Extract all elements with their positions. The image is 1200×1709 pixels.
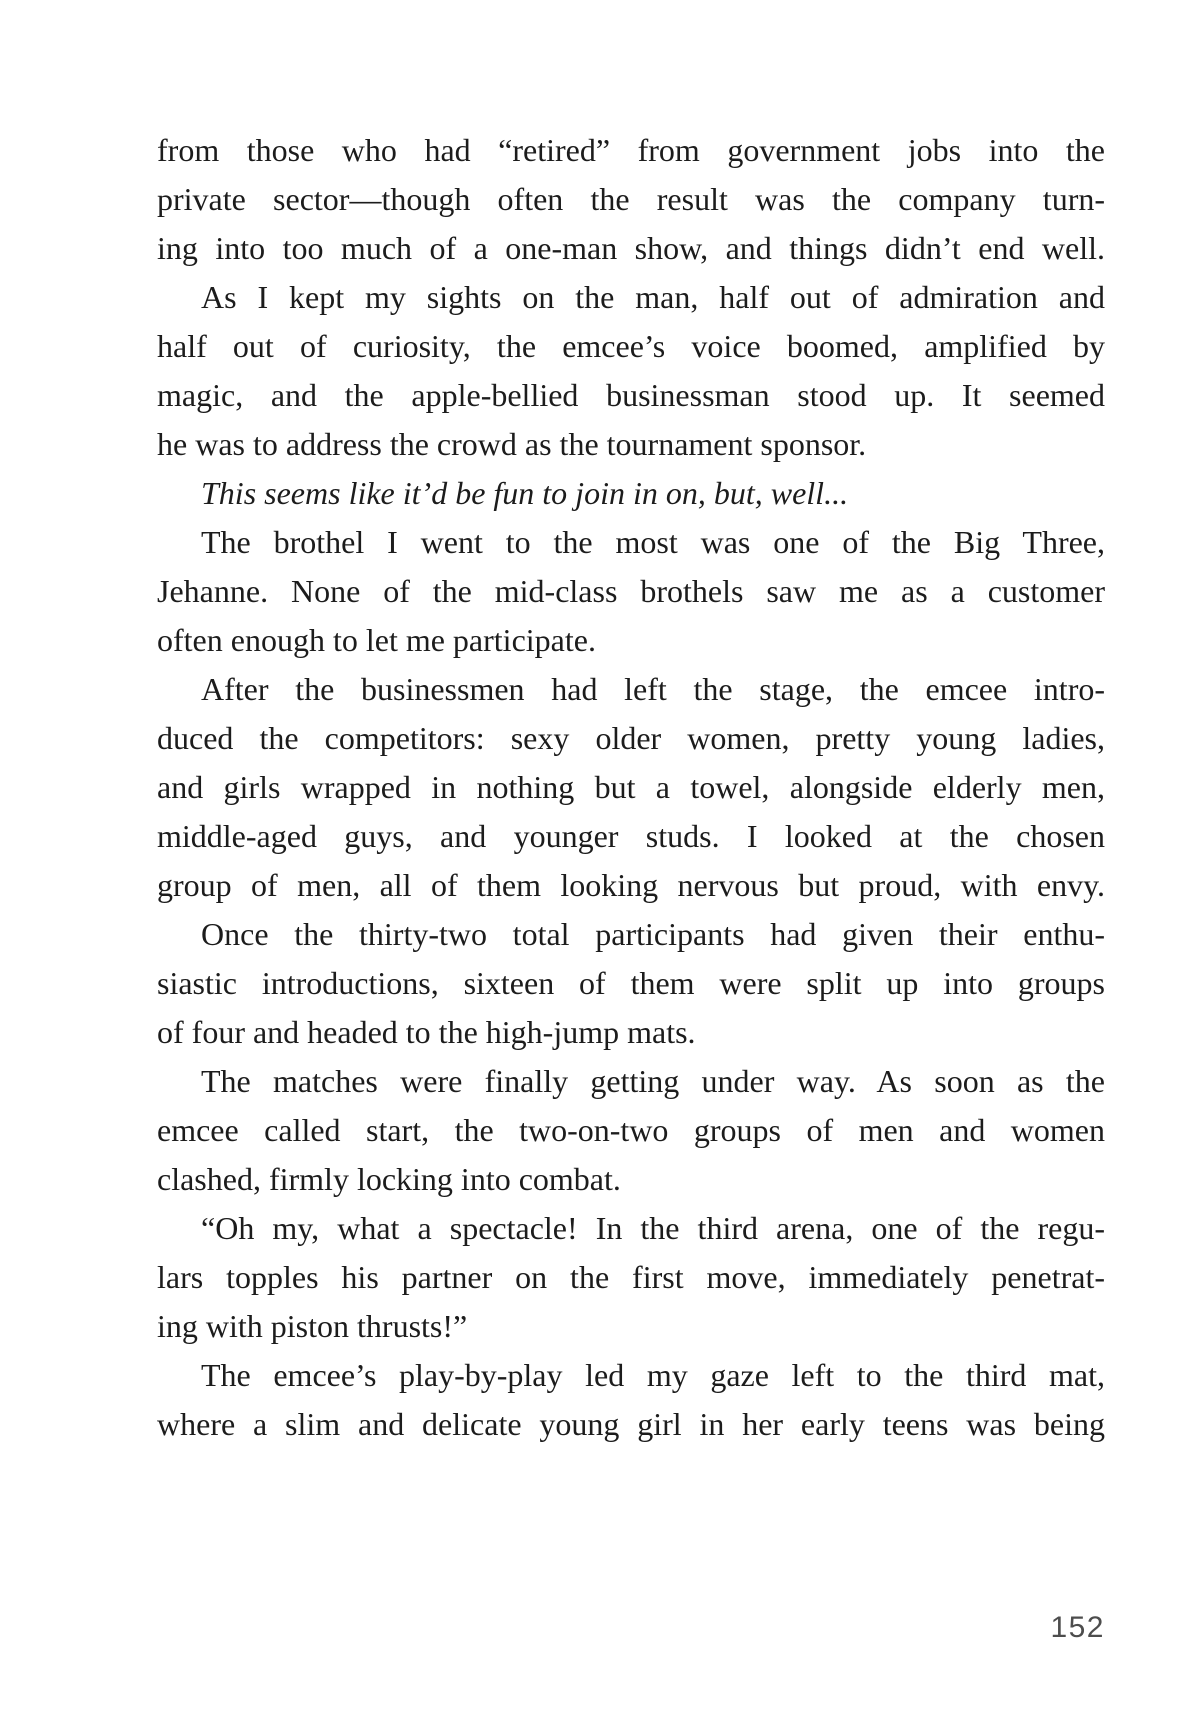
text-line: group of men, all of them looking nervous but proud, with envy. <box>157 867 1105 903</box>
text-line: The emcee’s play-by-play led my gaze left to the third mat, <box>201 1357 1105 1393</box>
text-line: clashed, firmly locking into combat. <box>157 1161 621 1197</box>
text-line: half out of curiosity, the emcee’s voice boomed, amplified by <box>157 328 1105 364</box>
text-line: Once the thirty-two total participants had given their enthu- <box>201 916 1105 952</box>
text-line-italic: This seems like it’d be fun to join in on, but, well... <box>201 475 849 511</box>
text-line: emcee called start, the two-on-two groups of men and women <box>157 1112 1105 1148</box>
page-number: 152 <box>1050 1611 1105 1644</box>
text-line: duced the competitors: sexy older women, pretty young ladies, <box>157 720 1105 756</box>
text-line: where a slim and delicate young girl in her early teens was being <box>157 1406 1105 1442</box>
text-line: ing into too much of a one-man show, and things didn’t end well. <box>157 230 1105 266</box>
text-line: from those who had “retired” from government jobs into the <box>157 132 1105 168</box>
text-line: lars topples his partner on the first move, immediately penetrat- <box>157 1259 1105 1295</box>
text-line: often enough to let me participate. <box>157 622 596 658</box>
text-line: “Oh my, what a spectacle! In the third arena, one of the regu- <box>201 1210 1105 1246</box>
text-line: ing with piston thrusts!” <box>157 1308 468 1344</box>
text-line: he was to address the crowd as the tournament sponsor. <box>157 426 867 462</box>
text-line: magic, and the apple-bellied businessman stood up. It seemed <box>157 377 1105 413</box>
body-text <box>157 126 1105 1449</box>
text-line: After the businessmen had left the stage, the emcee intro- <box>201 671 1105 707</box>
text-line: The matches were finally getting under way. As soon as the <box>201 1063 1105 1099</box>
text-line: private sector—though often the result was the company turn- <box>157 181 1105 217</box>
text-line: As I kept my sights on the man, half out of admiration and <box>201 279 1105 315</box>
text-line: middle-aged guys, and younger studs. I looked at the chosen <box>157 818 1105 854</box>
text-line: Jehanne. None of the mid-class brothels saw me as a customer <box>157 573 1105 609</box>
text-line: siastic introductions, sixteen of them were split up into groups <box>157 965 1105 1001</box>
text-line: The brothel I went to the most was one of the Big Three, <box>201 524 1105 560</box>
text-line: and girls wrapped in nothing but a towel, alongside elderly men, <box>157 769 1105 805</box>
text-line: of four and headed to the high-jump mats. <box>157 1014 696 1050</box>
